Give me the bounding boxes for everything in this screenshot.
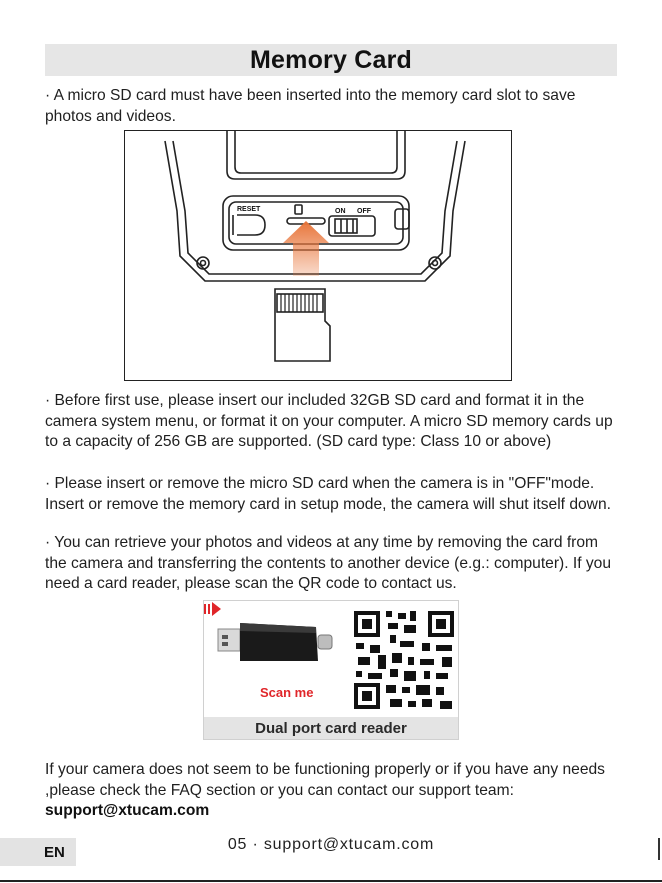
page-footer: 05 · support@xtucam.com <box>227 836 435 853</box>
qr-code-icon <box>354 611 454 709</box>
card-reader-panel <box>203 600 459 740</box>
language-tab: EN <box>0 838 76 866</box>
retrieve-paragraph: · You can retrieve your photos and videos at any time by removing the card from the camera and transferring the contents to another device (e.g.: computer). If you need a card reader, please scan the QR code to contact us. <box>45 534 612 592</box>
edge-marker <box>658 838 660 860</box>
card-reader-drawing <box>204 601 460 719</box>
off-label: OFF <box>357 208 371 215</box>
card-reader-caption: Dual port card reader <box>204 717 458 739</box>
intro-paragraph: · A micro SD card must have been inserted into the memory card slot to save photos and videos. <box>45 87 576 125</box>
bottom-rule <box>0 880 662 882</box>
scan-arrow-icon <box>204 601 222 617</box>
support-email-link[interactable]: support@xtucam.com <box>45 802 210 819</box>
camera-sd-slot-illustration <box>124 130 512 381</box>
camera-drawing <box>125 131 513 382</box>
reset-label: RESET <box>237 206 261 213</box>
scan-me-label: Scan me <box>260 685 314 700</box>
page-title: Memory Card <box>250 45 412 74</box>
insert-remove-paragraph: · Please insert or remove the micro SD card when the camera is in "OFF"mode. Insert or remove the memory card in setup mode, the camera will shut itself down. <box>45 475 611 513</box>
card-reader-icon <box>218 623 332 661</box>
micro-sd-card-icon <box>275 289 330 361</box>
title-bar <box>45 44 617 76</box>
first-use-paragraph: · Before first use, please insert our included 32GB SD card and format it in the camera system menu, or format it on your computer. A micro SD memory cards up to a capacity of 256 GB are supported. (SD card type: Class 10 or above) <box>45 392 613 450</box>
support-text: If your camera does not seem to be functioning properly or if you have any needs ,please check the FAQ section or you can contact our support team: <box>45 761 605 799</box>
insert-arrow-icon <box>283 221 329 276</box>
on-label: ON <box>335 208 346 215</box>
support-paragraph <box>45 760 617 822</box>
